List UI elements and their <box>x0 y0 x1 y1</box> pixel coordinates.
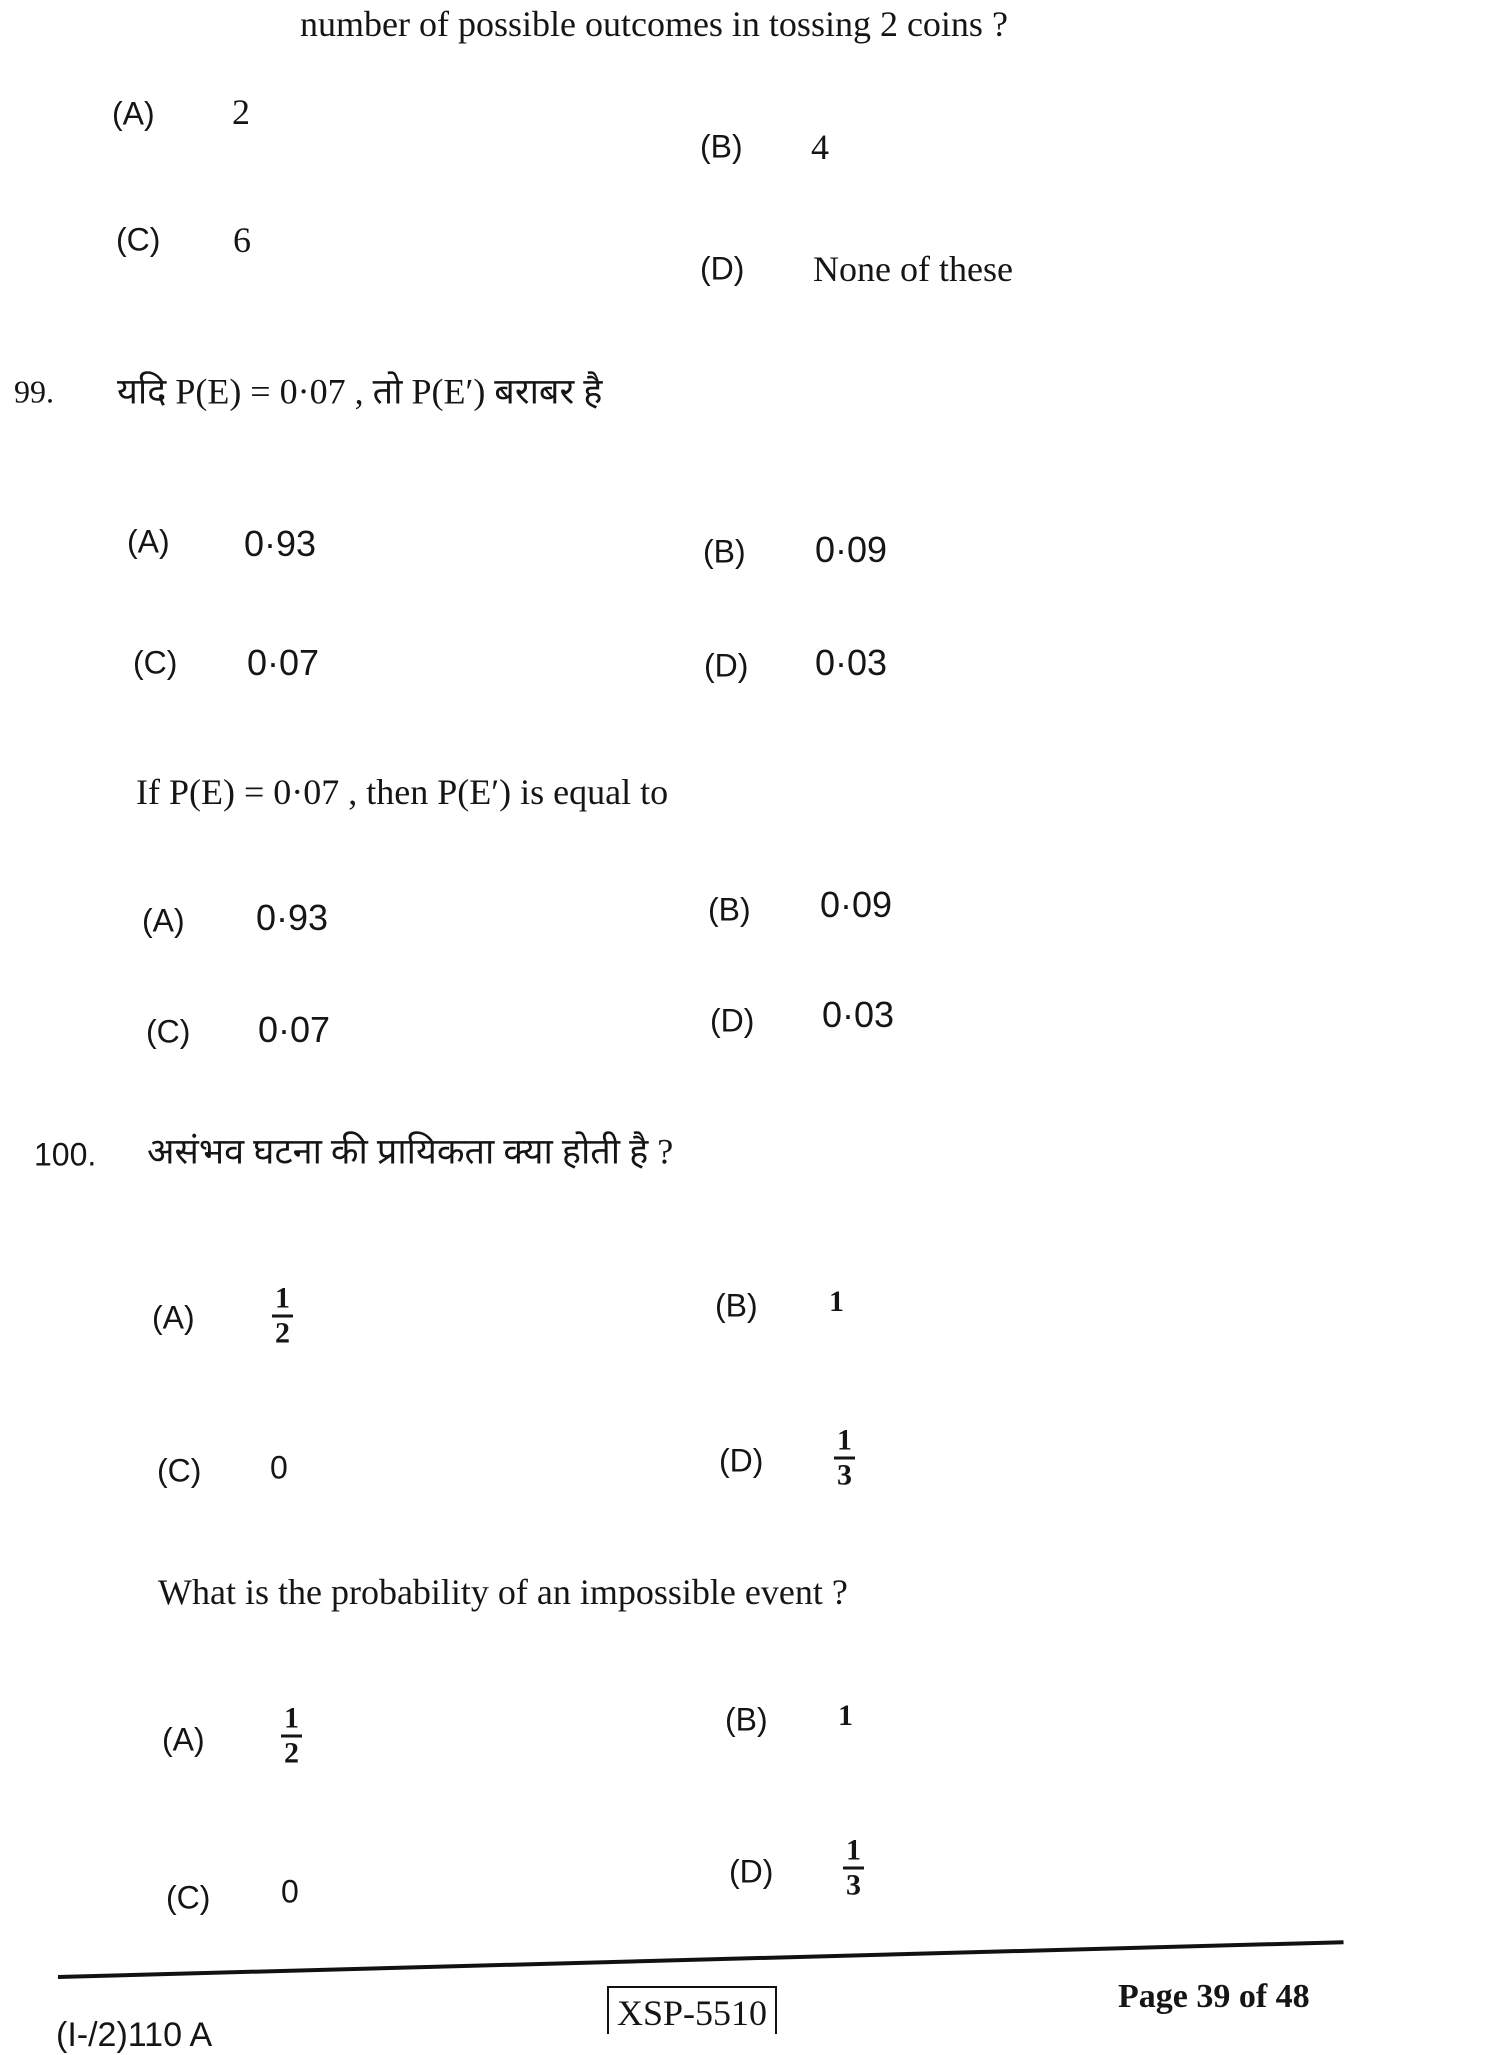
option-label: (A) <box>152 1299 195 1336</box>
question-number: 100. <box>34 1136 97 1173</box>
option-value: None of these <box>813 249 1013 289</box>
option-label: (C) <box>116 221 161 258</box>
paper-code-box: XSP-5510 <box>607 1986 777 2034</box>
page-number: Page 39 of 48 <box>1118 1978 1310 2015</box>
footer-rule <box>58 1940 1344 1979</box>
option-value: 0 <box>270 1449 288 1486</box>
option-label: (C) <box>157 1452 202 1489</box>
option-label: (B) <box>715 1287 758 1324</box>
fraction-value: $\frac{1}{2}$ <box>272 1283 293 1350</box>
option-value: 2 <box>232 92 250 132</box>
option-value: 6 <box>233 220 251 260</box>
option-value: 0 <box>281 1873 299 1910</box>
fraction-value: $\frac{1}{3}$ <box>834 1425 855 1492</box>
option-value: 0·03 <box>815 642 888 683</box>
question-100-english: What is the probability of an impossible event ? <box>158 1572 848 1612</box>
option-value: 0·07 <box>258 1009 331 1050</box>
option-label: (B) <box>725 1701 768 1738</box>
option-label: (A) <box>162 1721 205 1758</box>
question-number: 99. <box>14 373 54 410</box>
fraction-value: $\frac{1}{3}$ <box>843 1835 864 1902</box>
option-label: (D) <box>704 647 749 684</box>
option-label: (B) <box>703 533 746 570</box>
question-100-hindi: असंभव घटना की प्रायिकता क्या होती है ? <box>147 1131 674 1172</box>
question-99-english: If P(E) = 0·07 , then P(E′) is equal to <box>136 772 669 812</box>
option-label: (C) <box>133 644 178 681</box>
option-label: (B) <box>708 891 751 928</box>
option-label: (D) <box>700 250 745 287</box>
option-label: (D) <box>719 1442 764 1479</box>
question-99-hindi: यदि P(E) = 0·07 , तो P(E′) बराबर है <box>117 371 603 412</box>
option-label: (D) <box>729 1853 774 1890</box>
option-value: 0·09 <box>815 529 888 570</box>
option-value: 0·93 <box>256 897 329 938</box>
option-value: 0·93 <box>244 523 317 564</box>
option-label: (B) <box>700 128 743 165</box>
option-label: (C) <box>166 1879 211 1916</box>
option-label: (A) <box>112 95 155 132</box>
option-label: (D) <box>710 1002 755 1039</box>
option-value: 1 <box>829 1285 844 1318</box>
option-label: (C) <box>146 1013 191 1050</box>
paper-series-code: (I-/2)110 A <box>56 2016 213 2054</box>
option-value: 0·09 <box>820 884 893 925</box>
option-label: (A) <box>142 902 185 939</box>
question-98-text: number of possible outcomes in tossing 2 coins ? <box>300 4 1008 44</box>
option-value: 4 <box>811 127 829 167</box>
option-value: 1 <box>838 1699 853 1732</box>
option-value: 0·07 <box>247 642 320 683</box>
option-value: 0·03 <box>822 994 895 1035</box>
fraction-value: $\frac{1}{2}$ <box>281 1703 302 1770</box>
option-label: (A) <box>127 523 170 560</box>
